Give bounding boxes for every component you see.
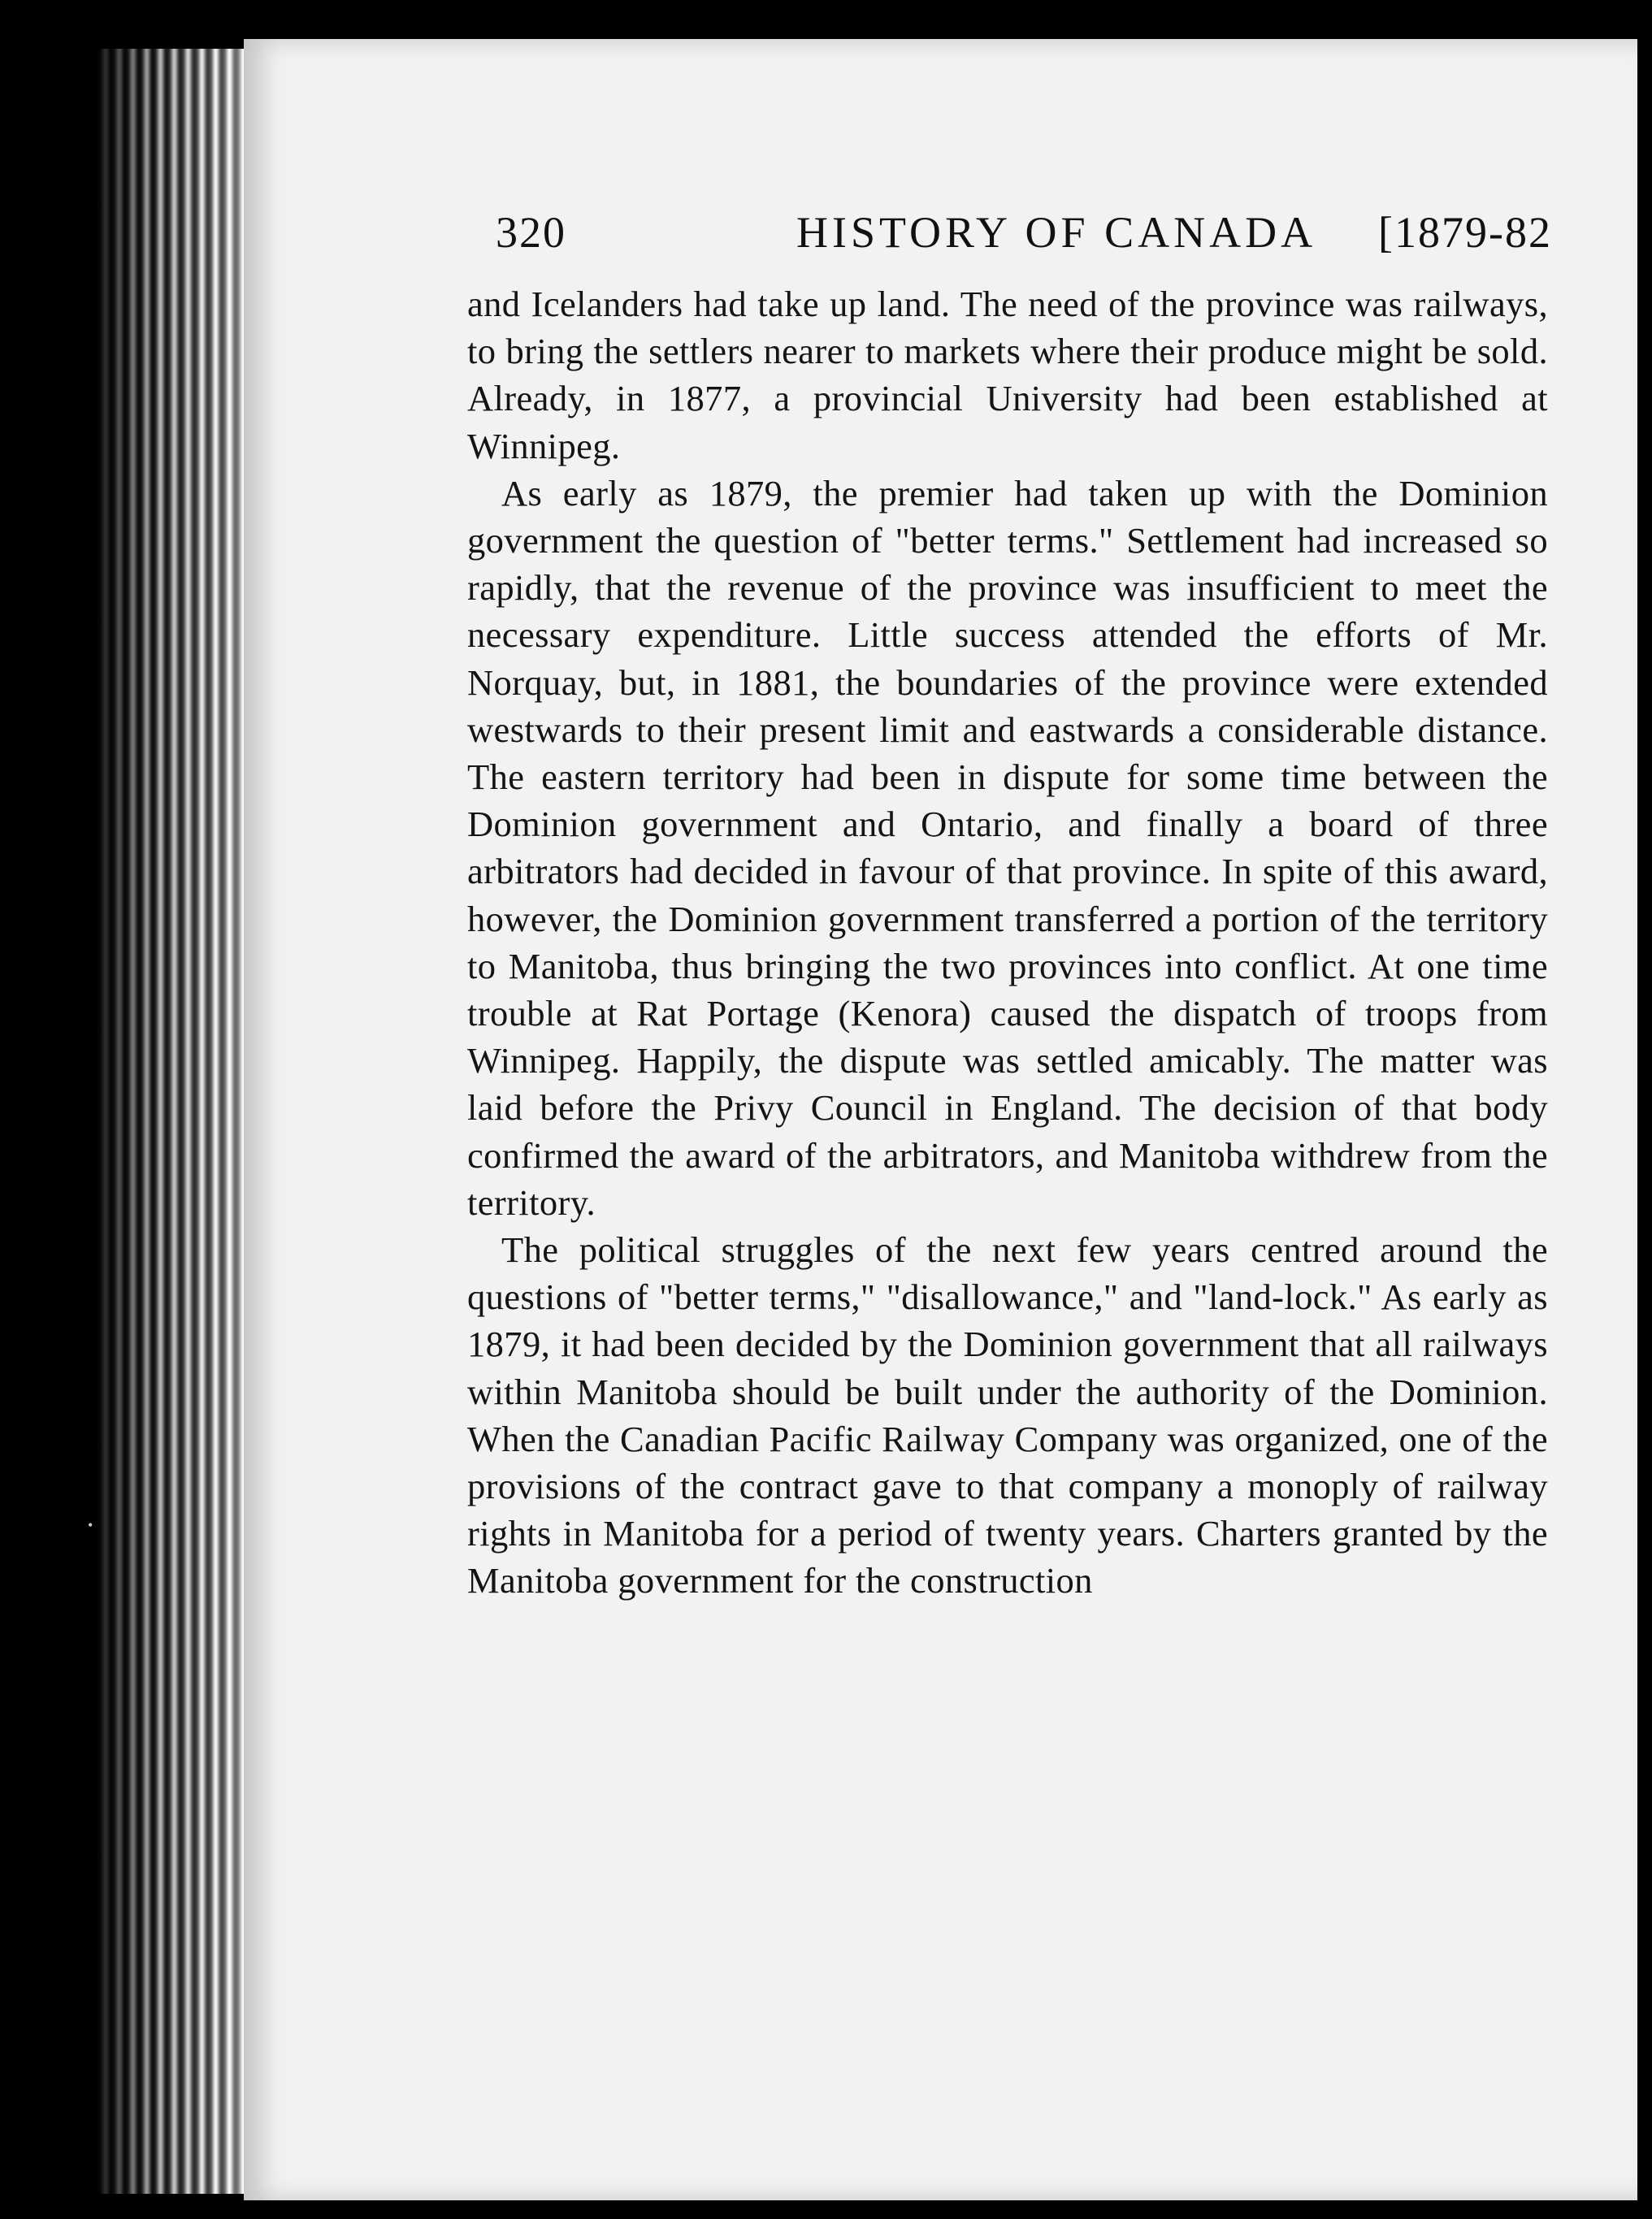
running-head xyxy=(496,207,1552,264)
paragraph-2: As early as 1879, the premier had taken up with the Dominion government the question of "better terms." Settlement had increased so rapidly, that the revenue of the province was insufficient to meet the necessary expenditure. Little success attended the efforts of Mr. Norquay, but, in 1881, the boundaries of the province were extended westwards to their present limit and eastwards a considerable distance. The eastern territory had been in dispute for some time between the Dominion government and Ontario, and finally a board of three arbitrators had decided in favour of that province. In spite of this award, however, the Dominion government transferred a portion of the territory to Manitoba, thus bringing the two provinces into conflict. At one time trouble at Rat Portage (Kenora) caused the dispatch of troops from Winnipeg. Happily, the dispute was settled amicably. The matter was laid before the Privy Council in England. The decision of that body confirmed the award of the arbitrators, and Manitoba withdrew from the territory. xyxy=(467,472,1548,1223)
running-title: HISTORY OF CANADA xyxy=(796,208,1317,257)
running-years: [1879-82 xyxy=(1378,208,1552,257)
page-number: 320 xyxy=(496,208,566,257)
margin-speck: • xyxy=(88,1517,93,1533)
paragraph-3: The political struggles of the next few years centred around the questions of "better terms," "disallowance," and "land-lock." As early as 1879, it had been decided by the Dominion government that all railways within Manitoba should be built under the authority of the Dominion. When the Canadian Pacific Railway Company was organized, one of the provisions of the contract gave to that company a monoply of railway rights in Manitoba for a period of twenty years. Charters granted by the Manitoba government for the construction xyxy=(467,1229,1548,1601)
paragraph-1: and Icelanders had take up land. The need of the province was railways, to bring the settlers nearer to markets where their produce might be sold. Already, in 1877, a provincial University had been established at Winnipeg. xyxy=(467,284,1548,466)
book-page-edges xyxy=(98,49,260,2194)
body-text xyxy=(467,280,1548,1605)
